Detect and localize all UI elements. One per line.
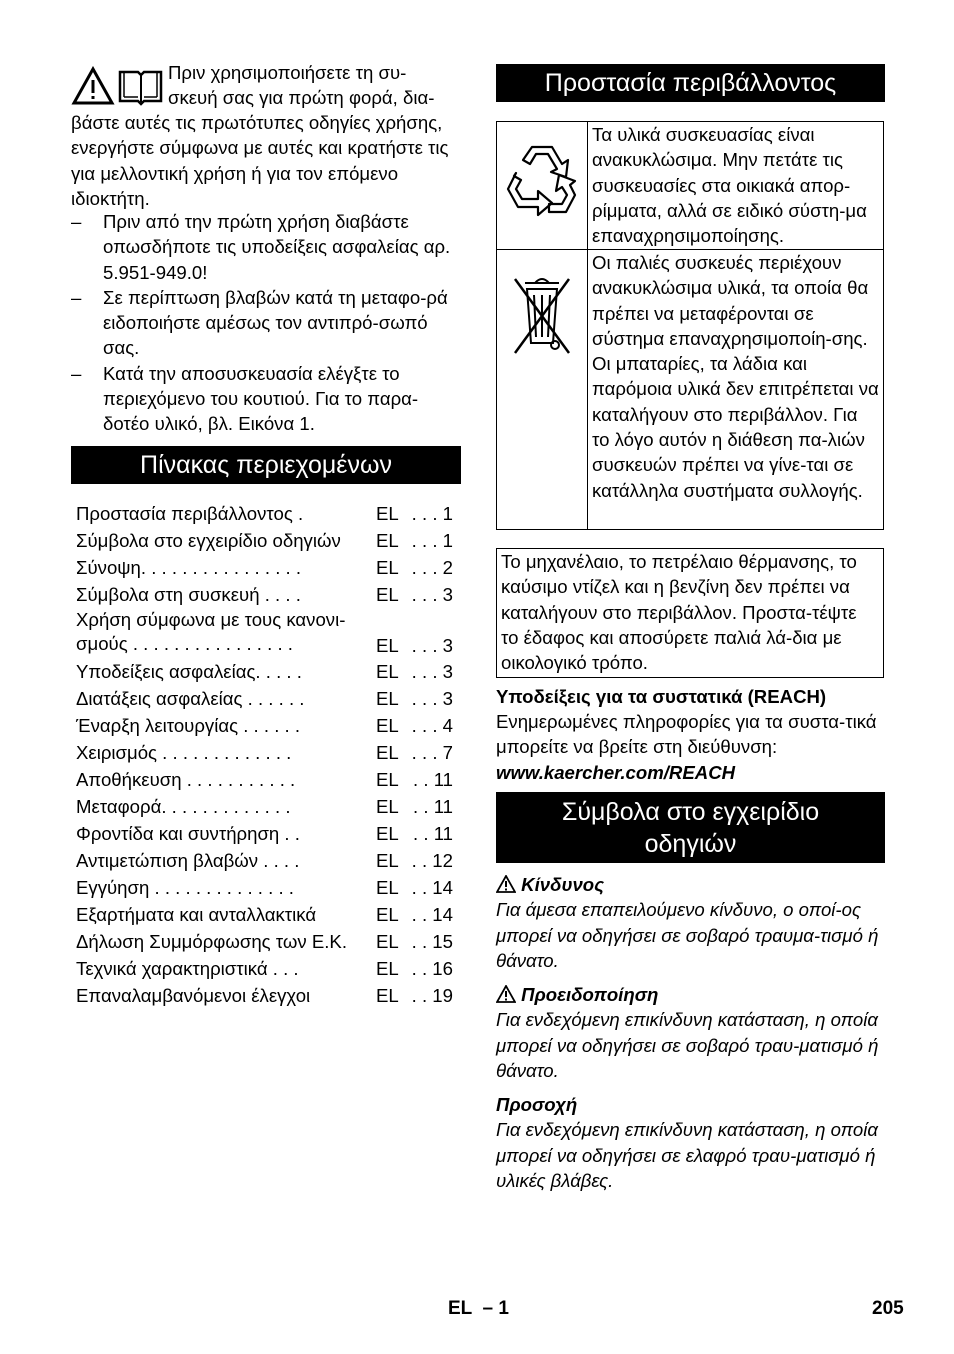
toc-lang: EL [376,850,399,871]
symbol-caution [496,1092,886,1193]
toc-page: . . . 7 [411,742,453,763]
toc-lang: EL [376,635,399,656]
reach-text: Ενημερωμένες πληροφορίες για τα συστα-τικά μπορείτε να βρείτε στη διεύθυνση: [496,711,877,758]
toc-title: Μεταφορά. . . . . . . . . . . . . [76,796,291,817]
toc-lang: EL [376,958,399,979]
danger-text: Για άμεσα επαπειλούμενο κίνδυνο, ο οποί-ος μπορεί να οδηγήσει σε σοβαρό τραυμα-τισμό ή θάνατο. [496,899,879,971]
symbols-heading: Σύμβολα στο εγχειρίδιο οδηγιών [496,792,885,863]
recycling-icon [497,122,588,250]
toc-row[interactable] [71,581,461,608]
toc-title: Υποδείξεις ασφαλείας. . . . . [76,661,302,682]
toc-page: . . 14 [411,877,453,898]
toc-lang: EL [376,742,399,763]
toc-lang: EL [376,931,399,952]
toc-lang: EL [376,715,399,736]
warning-icon [496,985,516,1003]
toc-title: Τεχνικά χαρακτηριστικά . . . [76,958,299,979]
toc-row[interactable] [71,739,461,766]
page-number: 205 [872,1298,904,1319]
footer-lang-page: EL – 1 [448,1298,509,1319]
toc-title: Χρήση σύμφωνα με τους κανονι- σμούς . . . . . . . . . . . . . . . . [76,609,346,654]
toc-title: Προστασία περιβάλλοντος . [76,503,304,524]
list-item: – Σε περίπτωση βλαβών κατά τη μεταφο-ρά ειδοποιήστε αμέσως τον αντιπρό-σωπό σας. [71,286,448,359]
toc-page: . . 11 [413,769,453,790]
toc-page: . . 11 [413,796,453,817]
toc-row[interactable] [71,712,461,739]
toc-row[interactable] [71,608,461,658]
warning-manual-icon [71,66,163,106]
toc-lang: EL [376,688,399,709]
toc-row[interactable] [71,955,461,982]
toc-page: . . 15 [411,931,453,952]
intro-icons [71,66,163,106]
toc-lang: EL [376,985,399,1006]
list-item: – Πριν από την πρώτη χρήση διαβάστε οπωσδήποτε τις υποδείξεις ασφαλείας αρ. 5.951-949.0! [71,211,451,283]
toc-title: Σύμβολα στη συσκευή . . . . [76,584,301,605]
toc-page: . . 11 [413,823,453,844]
table-row [497,122,884,250]
toc-heading: Πίνακας περιεχομένων [71,446,461,484]
toc-page: . . . 1 [411,503,453,524]
toc-lang: EL [376,584,399,605]
toc-page: . . . 4 [411,715,453,736]
toc-row[interactable] [71,766,461,793]
toc-title: Φροντίδα και συντήρηση . . [76,823,300,844]
warning-icon [496,875,516,893]
intro-first-lines: Πριν χρησιμοποιήσετε τη συ- σκευή σας για πρώτη φορά, δια- [168,62,435,109]
toc-page: . . . 1 [411,530,453,551]
symbol-warning [496,982,886,1083]
toc-title: Σύνοψη. . . . . . . . . . . . . . . . [76,557,302,578]
reach-title: Υποδείξεις για τα συστατικά (REACH) [496,686,827,707]
toc-row[interactable] [71,847,461,874]
toc-title: Εγγύηση . . . . . . . . . . . . . . [76,877,294,898]
symbol-danger [496,872,886,973]
toc-page: . . 12 [411,850,453,871]
environment-heading: Προστασία περιβάλλοντος [496,64,885,102]
warning-title: Προειδοποίηση [496,982,886,1007]
toc-page: . . . 3 [411,635,453,656]
toc-title: Χειρισμός . . . . . . . . . . . . . [76,742,292,763]
toc-row[interactable] [71,554,461,581]
toc-page: . . . 3 [411,661,453,682]
table-row [497,250,884,530]
recycling-text: Τα υλικά συσκευασίας είναι ανακυκλώσιμα. Μην πετάτε τις συσκευασίες στα οικιακά απορ-ρίμματα, αλλά σε ειδικό σύστη-μα επαναχρησιμοποίησης. [588,122,884,250]
toc-row[interactable] [71,901,461,928]
toc-lang: EL [376,877,399,898]
toc-row[interactable] [71,500,461,527]
toc-lang: EL [376,661,399,682]
toc-lang: EL [376,769,399,790]
toc-row[interactable] [71,685,461,712]
toc-title: Επαναλαμβανόμενοι έλεγχοι [76,985,311,1006]
toc-title: Έναρξη λειτουργίας . . . . . . [76,715,301,736]
warning-text: Για ενδεχόμενη επικίνδυνη κατάσταση, η οποία μπορεί να οδηγήσει σε σοβαρό τραυ-ματισμό ή θάνατο. [496,1009,879,1081]
toc-row[interactable] [71,982,461,1009]
toc-page: . . 14 [411,904,453,925]
crossed-bin-icon [497,250,588,530]
toc-title: Αποθήκευση . . . . . . . . . . . [76,769,296,790]
toc-lang: EL [376,904,399,925]
toc-title: Διατάξεις ασφαλείας . . . . . . [76,688,305,709]
environment-table-wrap [496,121,884,530]
list-item: – Κατά την αποσυσκευασία ελέγξτε το περιεχόμενο του κουτιού. Για το παρα-δοτέο υλικό, βλ. Εικόνα 1. [71,362,419,435]
toc-page: . . . 3 [411,584,453,605]
toc-row[interactable] [71,793,461,820]
intro-text: βάστε αυτές τις πρωτότυπες οδηγίες χρήσης, ενεργήστε σύμφωνα με αυτές και κρατήστε τις για μελλοντική χρήση ή για τον επόμενο ιδιοκτήτη. [71,112,449,209]
caution-text: Για ενδεχόμενη επικίνδυνη κατάσταση, η οποία μπορεί να οδηγήσει σε ελαφρό τραυ-ματισμό ή υλικές βλάβες. [496,1119,878,1191]
toc-title: Εξαρτήματα και ανταλλακτικά [76,904,317,925]
toc-lang: EL [376,796,399,817]
table-of-contents [71,500,461,1009]
toc-row[interactable] [71,874,461,901]
toc-lang: EL [376,503,399,524]
toc-lang: EL [376,530,399,551]
toc-title: Σύμβολα στο εγχειρίδιο οδηγιών [76,530,341,551]
toc-page: . . . 3 [411,688,453,709]
toc-title: Αντιμετώπιση βλαβών . . . . [76,850,300,871]
toc-lang: EL [376,557,399,578]
toc-page: . . 16 [411,958,453,979]
toc-title: Δήλωση Συμμόρφωσης των Ε.Κ. [76,931,347,952]
toc-page: . . 19 [411,985,453,1006]
danger-title: Κίνδυνος [496,872,886,897]
reach-link[interactable]: www.kaercher.com/REACH [496,762,736,783]
caution-title: Προσοχή [496,1094,578,1115]
oil-notice-box: Το μηχανέλαιο, το πετρέλαιο θέρμανσης, το καύσιμο ντίζελ και η βενζίνη δεν πρέπει να καταλήγουν στο περιβάλλον. Προστα-τέψτε το έδαφος και αποσύρετε παλιά λά-δια με οικολογικό τρόπο. [496,548,884,678]
old-devices-text: Οι παλιές συσκευές περιέχουν ανακυκλώσιμα υλικά, τα οποία θα πρέπει να μεταφέρονται σε σύστημα επαναχρησιμοποίη-σης. Οι μπαταρίες, τα λάδια και παρόμοια υλικά δεν επιτρέπεται να καταλήγουν στο περιβάλλον. Για το λόγο αυτόν η διάθεση πα-λιών συσκευών πρέπει να γίνε-ται σε κατάλληλα συστήματα συλλογής. [588,250,884,530]
toc-lang: EL [376,823,399,844]
environment-table [496,121,884,530]
toc-row[interactable] [71,527,461,554]
toc-row[interactable] [71,820,461,847]
toc-row[interactable] [71,928,461,955]
toc-row[interactable] [71,658,461,685]
toc-page: . . . 2 [411,557,453,578]
intro-bullet-list [71,209,461,437]
